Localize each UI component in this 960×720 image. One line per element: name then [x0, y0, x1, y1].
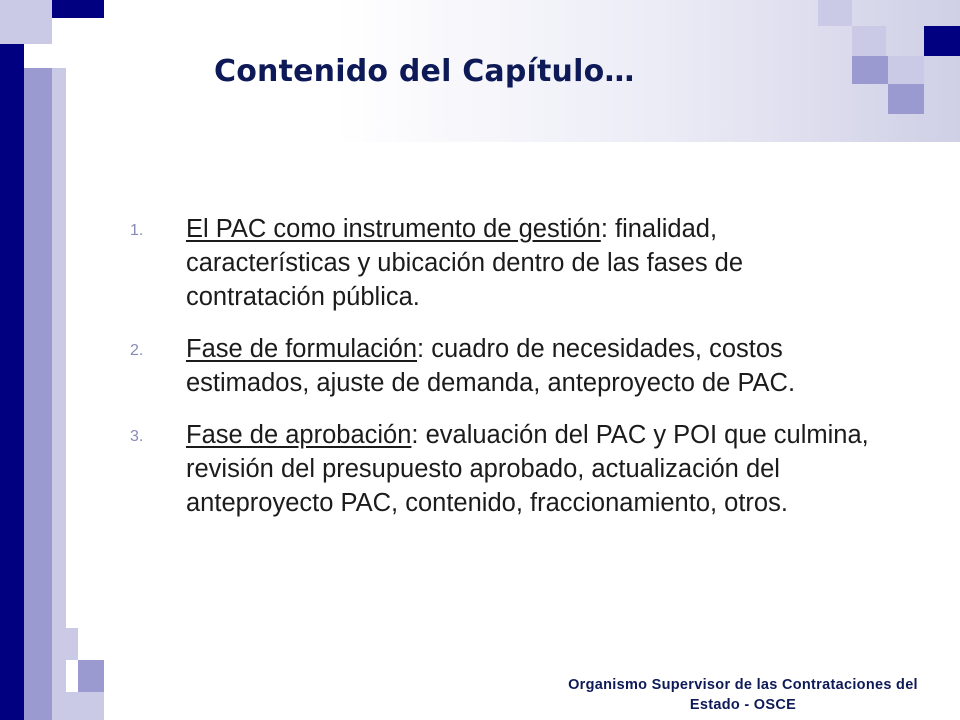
corner-square	[888, 84, 924, 114]
item-text	[186, 332, 880, 400]
item-description: : finalidad, características y ubicación dentro de las fases de contratación pública.	[186, 215, 744, 311]
corner-square	[78, 660, 104, 692]
item-term: Fase de aprobación	[186, 421, 412, 449]
footer-line-1: Organismo Supervisor de las Contrataciones del	[568, 677, 918, 693]
corner-square	[924, 26, 960, 56]
item-description: : evaluación del PAC y POI que culmina, revisión del presupuesto aprobado, actualización del anteproyecto PAC, contenido, fraccionamiento, otros.	[186, 421, 869, 517]
item-description: : cuadro de necesidades, costos estimados, ajuste de demanda, anteproyecto de PAC.	[186, 335, 796, 397]
left-stripe-decoration	[52, 68, 66, 720]
left-stripe-decoration	[24, 68, 52, 720]
list-item	[120, 212, 880, 314]
corner-square	[852, 26, 886, 56]
corner-square	[888, 56, 924, 84]
item-number: 1.	[130, 222, 144, 239]
item-text	[186, 418, 880, 520]
content-list	[120, 212, 880, 538]
list-item	[120, 332, 880, 400]
footer-line-2: Estado - OSCE	[689, 697, 797, 713]
corner-square	[818, 0, 852, 26]
corner-square	[852, 56, 888, 84]
corner-square	[52, 628, 78, 660]
item-number: 3.	[130, 428, 144, 445]
footer	[538, 675, 948, 715]
corner-square	[52, 0, 104, 18]
item-term: Fase de formulación	[186, 335, 418, 363]
item-text	[186, 212, 880, 314]
corner-square	[0, 0, 52, 44]
corner-square	[52, 692, 104, 720]
left-bar-decoration	[0, 0, 24, 720]
item-term: El PAC como instrumento de gestión	[186, 215, 601, 243]
item-number: 2.	[130, 342, 144, 359]
list-item	[120, 418, 880, 520]
page-title: Contenido del Capítulo…	[214, 54, 635, 89]
